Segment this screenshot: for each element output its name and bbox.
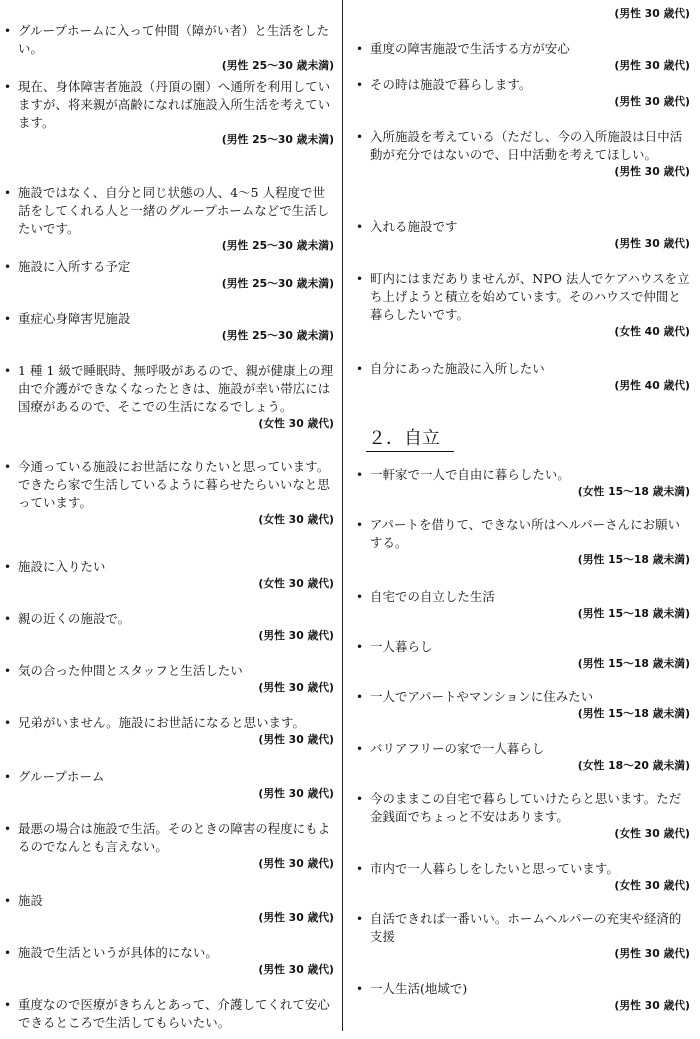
respondent-attribute: (男性 30 歳代) xyxy=(614,7,690,20)
list-item xyxy=(0,184,336,254)
entry-text: 今のままこの自宅で暮らしていけたらと思います。ただ金銭面でちょっと不安はあります。 xyxy=(370,791,682,824)
list-item xyxy=(352,360,692,394)
respondent-attribute: (女性 30 歳代) xyxy=(258,577,334,590)
entry-text: 1 種 1 級で睡眠時、無呼吸があるので、親が健康上の理由で介護ができなくなったときは、施設が幸い帯広には国療があるので、そこでの生活になるでしょう。 xyxy=(18,363,334,414)
entry-text: グループホーム xyxy=(18,769,105,784)
entry-text: 親の近くの施設で。 xyxy=(18,611,131,626)
bullet-icon: • xyxy=(356,982,364,996)
respondent-attribute: (男性 30 歳代) xyxy=(614,165,690,178)
bullet-icon: • xyxy=(4,822,12,836)
bullet-icon: • xyxy=(356,640,364,654)
bullet-icon: • xyxy=(4,946,12,960)
list-item xyxy=(0,662,336,696)
entry-text: 兄弟がいません。施設にお世話になると思います。 xyxy=(18,715,306,730)
respondent-attribute: (女性 40 歳代) xyxy=(614,325,690,338)
list-item xyxy=(0,362,336,432)
list-item xyxy=(0,310,336,344)
respondent-attribute: (男性 15〜18 歳未満) xyxy=(577,657,690,670)
respondent-attribute: (男性 30 歳代) xyxy=(614,95,690,108)
list-item xyxy=(352,466,692,500)
respondent-attribute: (男性 15〜18 歳未満) xyxy=(577,607,690,620)
entry-text: グループホームに入って仲間（障がい者）と生活をしたい。 xyxy=(18,23,330,56)
entry-text: 気の合った仲間とスタッフと生活したい xyxy=(18,663,243,678)
entry-text: 自宅での自立した生活 xyxy=(370,589,495,604)
entry-text: 施設で生活というが具体的にない。 xyxy=(18,945,218,960)
bullet-icon: • xyxy=(356,518,364,532)
entry-text: 重度なので医療がきちんとあって、介護してくれて安心できるところで生活してもらいたい。 xyxy=(18,997,330,1030)
bullet-icon: • xyxy=(4,364,12,378)
respondent-attribute: (男性 25〜30 歳未満) xyxy=(221,133,334,146)
respondent-attribute: (男性 25〜30 歳未満) xyxy=(221,59,334,72)
bullet-icon: • xyxy=(356,468,364,482)
bullet-icon: • xyxy=(4,894,12,908)
list-item xyxy=(352,128,692,180)
bullet-icon: • xyxy=(356,862,364,876)
respondent-attribute: (男性 25〜30 歳未満) xyxy=(221,277,334,290)
bullet-icon: • xyxy=(4,770,12,784)
bullet-icon: • xyxy=(356,42,364,56)
list-item xyxy=(352,516,692,568)
list-item xyxy=(352,790,692,842)
list-item xyxy=(352,740,692,774)
entry-text: 町内にはまだありませんが、NPO 法人でケアハウスを立ち上げようと積立を始めています。そのハウスで仲間と暮らしたいです。 xyxy=(370,271,690,322)
list-item xyxy=(352,218,692,252)
list-item xyxy=(352,76,692,110)
list-item xyxy=(0,78,336,148)
entry-text: 施設ではなく、自分と同じ状態の人、4〜5 人程度で世話をしてくれる人と一緒のグループホームなどで生活したいです。 xyxy=(18,185,330,236)
section-heading: ２．自立 xyxy=(366,428,454,452)
respondent-attribute: (男性 15〜18 歳未満) xyxy=(577,553,690,566)
list-item xyxy=(352,40,692,74)
bullet-icon: • xyxy=(4,612,12,626)
list-item xyxy=(352,980,692,1014)
entry-text: 一軒家で一人で自由に暮らしたい。 xyxy=(370,467,570,482)
entry-text: 現在、身体障害者施設（丹頂の園）へ通所を利用していますが、将来親が高齢になれば施設入所生活を考えています。 xyxy=(18,79,331,130)
entry-text: 施設に入りたい xyxy=(18,559,106,574)
bullet-icon: • xyxy=(356,590,364,604)
bullet-icon: • xyxy=(4,460,12,474)
bullet-icon: • xyxy=(4,716,12,730)
list-item xyxy=(352,638,692,672)
respondent-attribute: (男性 25〜30 歳未満) xyxy=(221,239,334,252)
bullet-icon: • xyxy=(4,24,12,38)
respondent-attribute: (女性 30 歳代) xyxy=(614,879,690,892)
bullet-icon: • xyxy=(4,260,12,274)
respondent-attribute: (女性 18〜20 歳未満) xyxy=(577,759,690,772)
list-item xyxy=(0,944,336,978)
list-item xyxy=(0,768,336,802)
respondent-attribute: (男性 25〜30 歳未満) xyxy=(221,329,334,342)
entry-text: 施設 xyxy=(18,893,43,908)
entry-text: 入れる施設です xyxy=(370,219,458,234)
respondent-attribute: (男性 30 歳代) xyxy=(258,681,334,694)
entry-text: 自分にあった施設に入所したい xyxy=(370,361,545,376)
entry-text: その時は施設で暮らします。 xyxy=(370,77,532,92)
list-item xyxy=(0,558,336,592)
entry-text: 一人暮らし xyxy=(370,639,433,654)
entry-text: 市内で一人暮らしをしたいと思っています。 xyxy=(370,861,619,876)
bullet-icon: • xyxy=(356,742,364,756)
bullet-icon: • xyxy=(356,130,364,144)
list-item xyxy=(0,892,336,926)
respondent-attribute: (男性 15〜18 歳未満) xyxy=(577,707,690,720)
continued-attribute xyxy=(352,6,692,22)
list-item xyxy=(0,258,336,292)
list-item xyxy=(352,860,692,894)
entry-text: 重症心身障害児施設 xyxy=(18,311,131,326)
bullet-icon: • xyxy=(356,272,364,286)
entry-text: 一人生活(地域で) xyxy=(370,981,468,996)
list-item xyxy=(0,714,336,748)
list-item xyxy=(352,688,692,722)
respondent-attribute: (男性 30 歳代) xyxy=(614,59,690,72)
bullet-icon: • xyxy=(356,792,364,806)
respondent-attribute: (男性 30 歳代) xyxy=(258,787,334,800)
respondent-attribute: (男性 40 歳代) xyxy=(614,379,690,392)
list-item xyxy=(352,588,692,622)
entry-text: 自活できれば一番いい。ホームヘルパーの充実や経済的支援 xyxy=(370,911,682,944)
column-divider xyxy=(342,0,343,1031)
respondent-attribute: (女性 30 歳代) xyxy=(258,417,334,430)
bullet-icon: • xyxy=(356,690,364,704)
list-item xyxy=(0,22,336,74)
respondent-attribute: (男性 30 歳代) xyxy=(258,911,334,924)
list-item xyxy=(0,458,336,528)
list-item xyxy=(0,610,336,644)
respondent-attribute: (男性 30 歳代) xyxy=(614,237,690,250)
bullet-icon: • xyxy=(4,312,12,326)
bullet-icon: • xyxy=(356,912,364,926)
respondent-attribute: (男性 30 歳代) xyxy=(614,999,690,1012)
list-item xyxy=(0,996,336,1032)
bullet-icon: • xyxy=(4,186,12,200)
entry-text: アパートを借りて、できない所はヘルパーさんにお願いする。 xyxy=(370,517,681,550)
list-item xyxy=(352,270,692,340)
respondent-attribute: (男性 30 歳代) xyxy=(258,733,334,746)
bullet-icon: • xyxy=(4,560,12,574)
respondent-attribute: (男性 30 歳代) xyxy=(258,857,334,870)
entry-text: バリアフリーの家で一人暮らし xyxy=(370,741,545,756)
bullet-icon: • xyxy=(356,78,364,92)
bullet-icon: • xyxy=(356,220,364,234)
bullet-icon: • xyxy=(4,998,12,1012)
respondent-attribute: (女性 30 歳代) xyxy=(258,513,334,526)
respondent-attribute: (男性 30 歳代) xyxy=(614,947,690,960)
respondent-attribute: (男性 30 歳代) xyxy=(258,963,334,976)
entry-text: 入所施設を考えている（ただし、今の入所施設は日中活動が充分ではないので、日中活動を考えてほしい。 xyxy=(370,129,683,162)
bullet-icon: • xyxy=(4,80,12,94)
respondent-attribute: (女性 30 歳代) xyxy=(614,827,690,840)
entry-text: 施設に入所する予定 xyxy=(18,259,131,274)
entry-text: 重度の障害施設で生活する方が安心 xyxy=(370,41,570,56)
entry-text: 一人でアパートやマンションに住みたい xyxy=(370,689,594,704)
bullet-icon: • xyxy=(356,362,364,376)
bullet-icon: • xyxy=(4,664,12,678)
entry-text: 最悪の場合は施設で生活。そのときの障害の程度にもよるのでなんとも言えない。 xyxy=(18,821,331,854)
respondent-attribute: (女性 15〜18 歳未満) xyxy=(577,485,690,498)
respondent-attribute: (男性 30 歳代) xyxy=(258,629,334,642)
list-item xyxy=(352,910,692,962)
list-item xyxy=(0,820,336,872)
entry-text: 今通っている施設にお世話になりたいと思っています。できたら家で生活しているように暮らせたらいいなと思っています。 xyxy=(18,459,330,510)
